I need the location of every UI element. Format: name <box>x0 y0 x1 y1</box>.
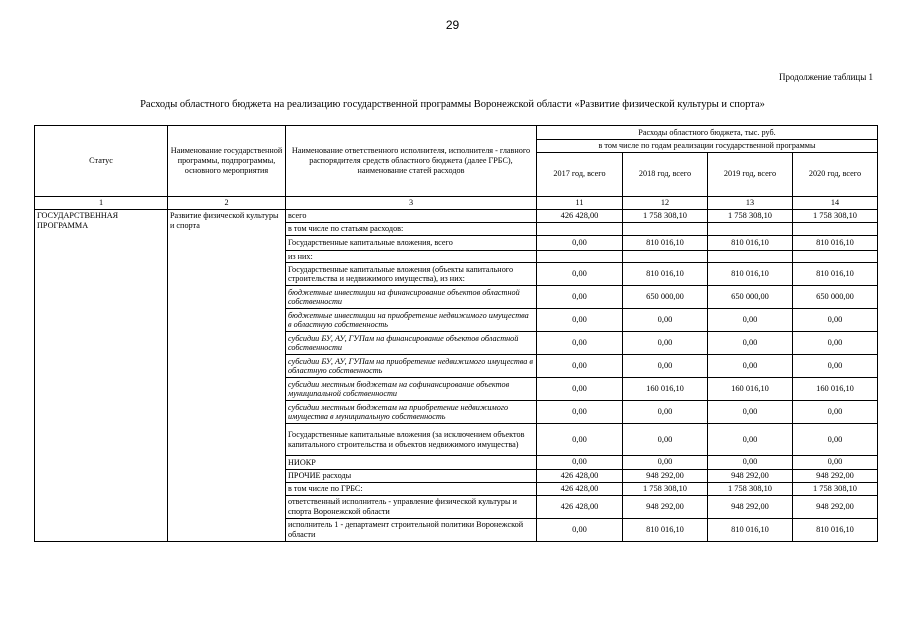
value-2018: 810 016,10 <box>623 263 708 286</box>
row-label: субсидии БУ, АУ, ГУПам на финансирование объектов областной собственности <box>286 332 537 355</box>
value-2020: 0,00 <box>793 355 878 378</box>
value-2018: 0,00 <box>623 355 708 378</box>
document-title: Расходы областного бюджета на реализацию государственной программы Воронежской области «Развитие физической культуры и спорта» <box>140 99 765 110</box>
value-2018: 0,00 <box>623 456 708 469</box>
page-number: 29 <box>445 18 460 32</box>
value-2019: 948 292,00 <box>708 469 793 482</box>
row-label: ответственный исполнитель - управление физической культуры и спорта Воронежской области <box>286 495 537 518</box>
header-row-1 <box>35 126 878 140</box>
value-2019: 160 016,10 <box>708 378 793 401</box>
status-cell: ГОСУДАРСТВЕННАЯ ПРОГРАММА <box>35 209 168 541</box>
column-number: 1 <box>35 196 168 209</box>
value-2017: 426 428,00 <box>537 469 623 482</box>
value-2019: 948 292,00 <box>708 495 793 518</box>
row-label: всего <box>286 209 537 222</box>
value-2019: 0,00 <box>708 456 793 469</box>
row-label: в том числе по статьям расходов: <box>286 222 537 235</box>
value-2018: 1 758 308,10 <box>623 482 708 495</box>
value-2020: 810 016,10 <box>793 518 878 541</box>
row-label: ПРОЧИЕ расходы <box>286 469 537 482</box>
value-2017: 0,00 <box>537 332 623 355</box>
row-label: Государственные капитальные вложения (за исключением объектов капитального строительства и объектов недвижимого имущества) <box>286 424 537 456</box>
header-year-2018: 2018 год, всего <box>623 152 708 196</box>
row-label: Государственные капитальные вложения (объекты капитального строительства и недвижимого имущества), из них: <box>286 263 537 286</box>
value-2020: 0,00 <box>793 456 878 469</box>
column-number: 13 <box>708 196 793 209</box>
table-continuation-note: Продолжение таблицы 1 <box>779 72 873 82</box>
value-2019: 0,00 <box>708 401 793 424</box>
header-budget-group: Расходы областного бюджета, тыс. руб. <box>537 126 878 140</box>
value-2018 <box>623 250 708 263</box>
row-label: исполнитель 1 - департамент строительной политики Воронежской области <box>286 518 537 541</box>
value-2017: 0,00 <box>537 355 623 378</box>
value-2017: 0,00 <box>537 263 623 286</box>
value-2019: 810 016,10 <box>708 518 793 541</box>
value-2019: 0,00 <box>708 332 793 355</box>
value-2019: 650 000,00 <box>708 286 793 309</box>
header-year-2017: 2017 год, всего <box>537 152 623 196</box>
value-2017: 0,00 <box>537 456 623 469</box>
value-2018: 650 000,00 <box>623 286 708 309</box>
row-label: субсидии местным бюджетам на приобретение недвижимого имущества в муниципальную собственность <box>286 401 537 424</box>
value-2020 <box>793 250 878 263</box>
value-2017: 426 428,00 <box>537 482 623 495</box>
value-2019: 1 758 308,10 <box>708 209 793 222</box>
value-2017: 0,00 <box>537 401 623 424</box>
budget-table <box>34 125 878 542</box>
row-label: в том числе по ГРБС: <box>286 482 537 495</box>
row-label: бюджетные инвестиции на финансирование объектов областной собственности <box>286 286 537 309</box>
value-2017 <box>537 222 623 235</box>
value-2018: 160 016,10 <box>623 378 708 401</box>
value-2017: 0,00 <box>537 378 623 401</box>
value-2020: 948 292,00 <box>793 495 878 518</box>
value-2017: 0,00 <box>537 309 623 332</box>
value-2018: 1 758 308,10 <box>623 209 708 222</box>
value-2020: 0,00 <box>793 424 878 456</box>
value-2018: 810 016,10 <box>623 235 708 250</box>
value-2020: 650 000,00 <box>793 286 878 309</box>
value-2019: 1 758 308,10 <box>708 482 793 495</box>
header-year-2019: 2019 год, всего <box>708 152 793 196</box>
row-label: субсидии БУ, АУ, ГУПам на приобретение недвижимого имущества в областную собственность <box>286 355 537 378</box>
value-2018: 948 292,00 <box>623 469 708 482</box>
row-label: Государственные капитальные вложения, всего <box>286 235 537 250</box>
value-2020: 1 758 308,10 <box>793 482 878 495</box>
table-row <box>35 209 878 222</box>
header-status: Статус <box>35 126 168 197</box>
column-number: 3 <box>286 196 537 209</box>
value-2018: 0,00 <box>623 332 708 355</box>
value-2017: 0,00 <box>537 286 623 309</box>
header-executor: Наименование ответственного исполнителя, исполнителя - главного распорядителя средств областного бюджета (далее ГРБС), наименование статей расходов <box>286 126 537 197</box>
value-2020: 810 016,10 <box>793 263 878 286</box>
value-2019: 810 016,10 <box>708 263 793 286</box>
value-2018 <box>623 222 708 235</box>
value-2019 <box>708 222 793 235</box>
value-2018: 0,00 <box>623 424 708 456</box>
value-2017: 0,00 <box>537 235 623 250</box>
value-2020: 160 016,10 <box>793 378 878 401</box>
value-2017: 0,00 <box>537 424 623 456</box>
value-2017: 426 428,00 <box>537 495 623 518</box>
header-program-name: Наименование государственной программы, подпрограммы, основного мероприятия <box>168 126 286 197</box>
value-2017 <box>537 250 623 263</box>
row-label: из них: <box>286 250 537 263</box>
value-2020: 1 758 308,10 <box>793 209 878 222</box>
value-2019: 810 016,10 <box>708 235 793 250</box>
column-number: 14 <box>793 196 878 209</box>
header-year-2020: 2020 год, всего <box>793 152 878 196</box>
column-numbers-row <box>35 196 878 209</box>
value-2018: 0,00 <box>623 309 708 332</box>
value-2020 <box>793 222 878 235</box>
row-label: субсидии местным бюджетам на софинансирование объектов муниципальной собственности <box>286 378 537 401</box>
column-number: 2 <box>168 196 286 209</box>
program-name-cell: Развитие физической культуры и спорта <box>168 209 286 541</box>
value-2019: 0,00 <box>708 355 793 378</box>
value-2017: 426 428,00 <box>537 209 623 222</box>
value-2018: 948 292,00 <box>623 495 708 518</box>
value-2018: 810 016,10 <box>623 518 708 541</box>
value-2019: 0,00 <box>708 309 793 332</box>
row-label: бюджетные инвестиции на приобретение недвижимого имущества в областную собственность <box>286 309 537 332</box>
value-2019 <box>708 250 793 263</box>
column-number: 11 <box>537 196 623 209</box>
value-2020: 0,00 <box>793 309 878 332</box>
value-2019: 0,00 <box>708 424 793 456</box>
column-number: 12 <box>623 196 708 209</box>
value-2020: 810 016,10 <box>793 235 878 250</box>
value-2017: 0,00 <box>537 518 623 541</box>
value-2018: 0,00 <box>623 401 708 424</box>
value-2020: 0,00 <box>793 332 878 355</box>
header-years-group: в том числе по годам реализации государственной программы <box>537 140 878 153</box>
row-label: НИОКР <box>286 456 537 469</box>
value-2020: 0,00 <box>793 401 878 424</box>
value-2020: 948 292,00 <box>793 469 878 482</box>
